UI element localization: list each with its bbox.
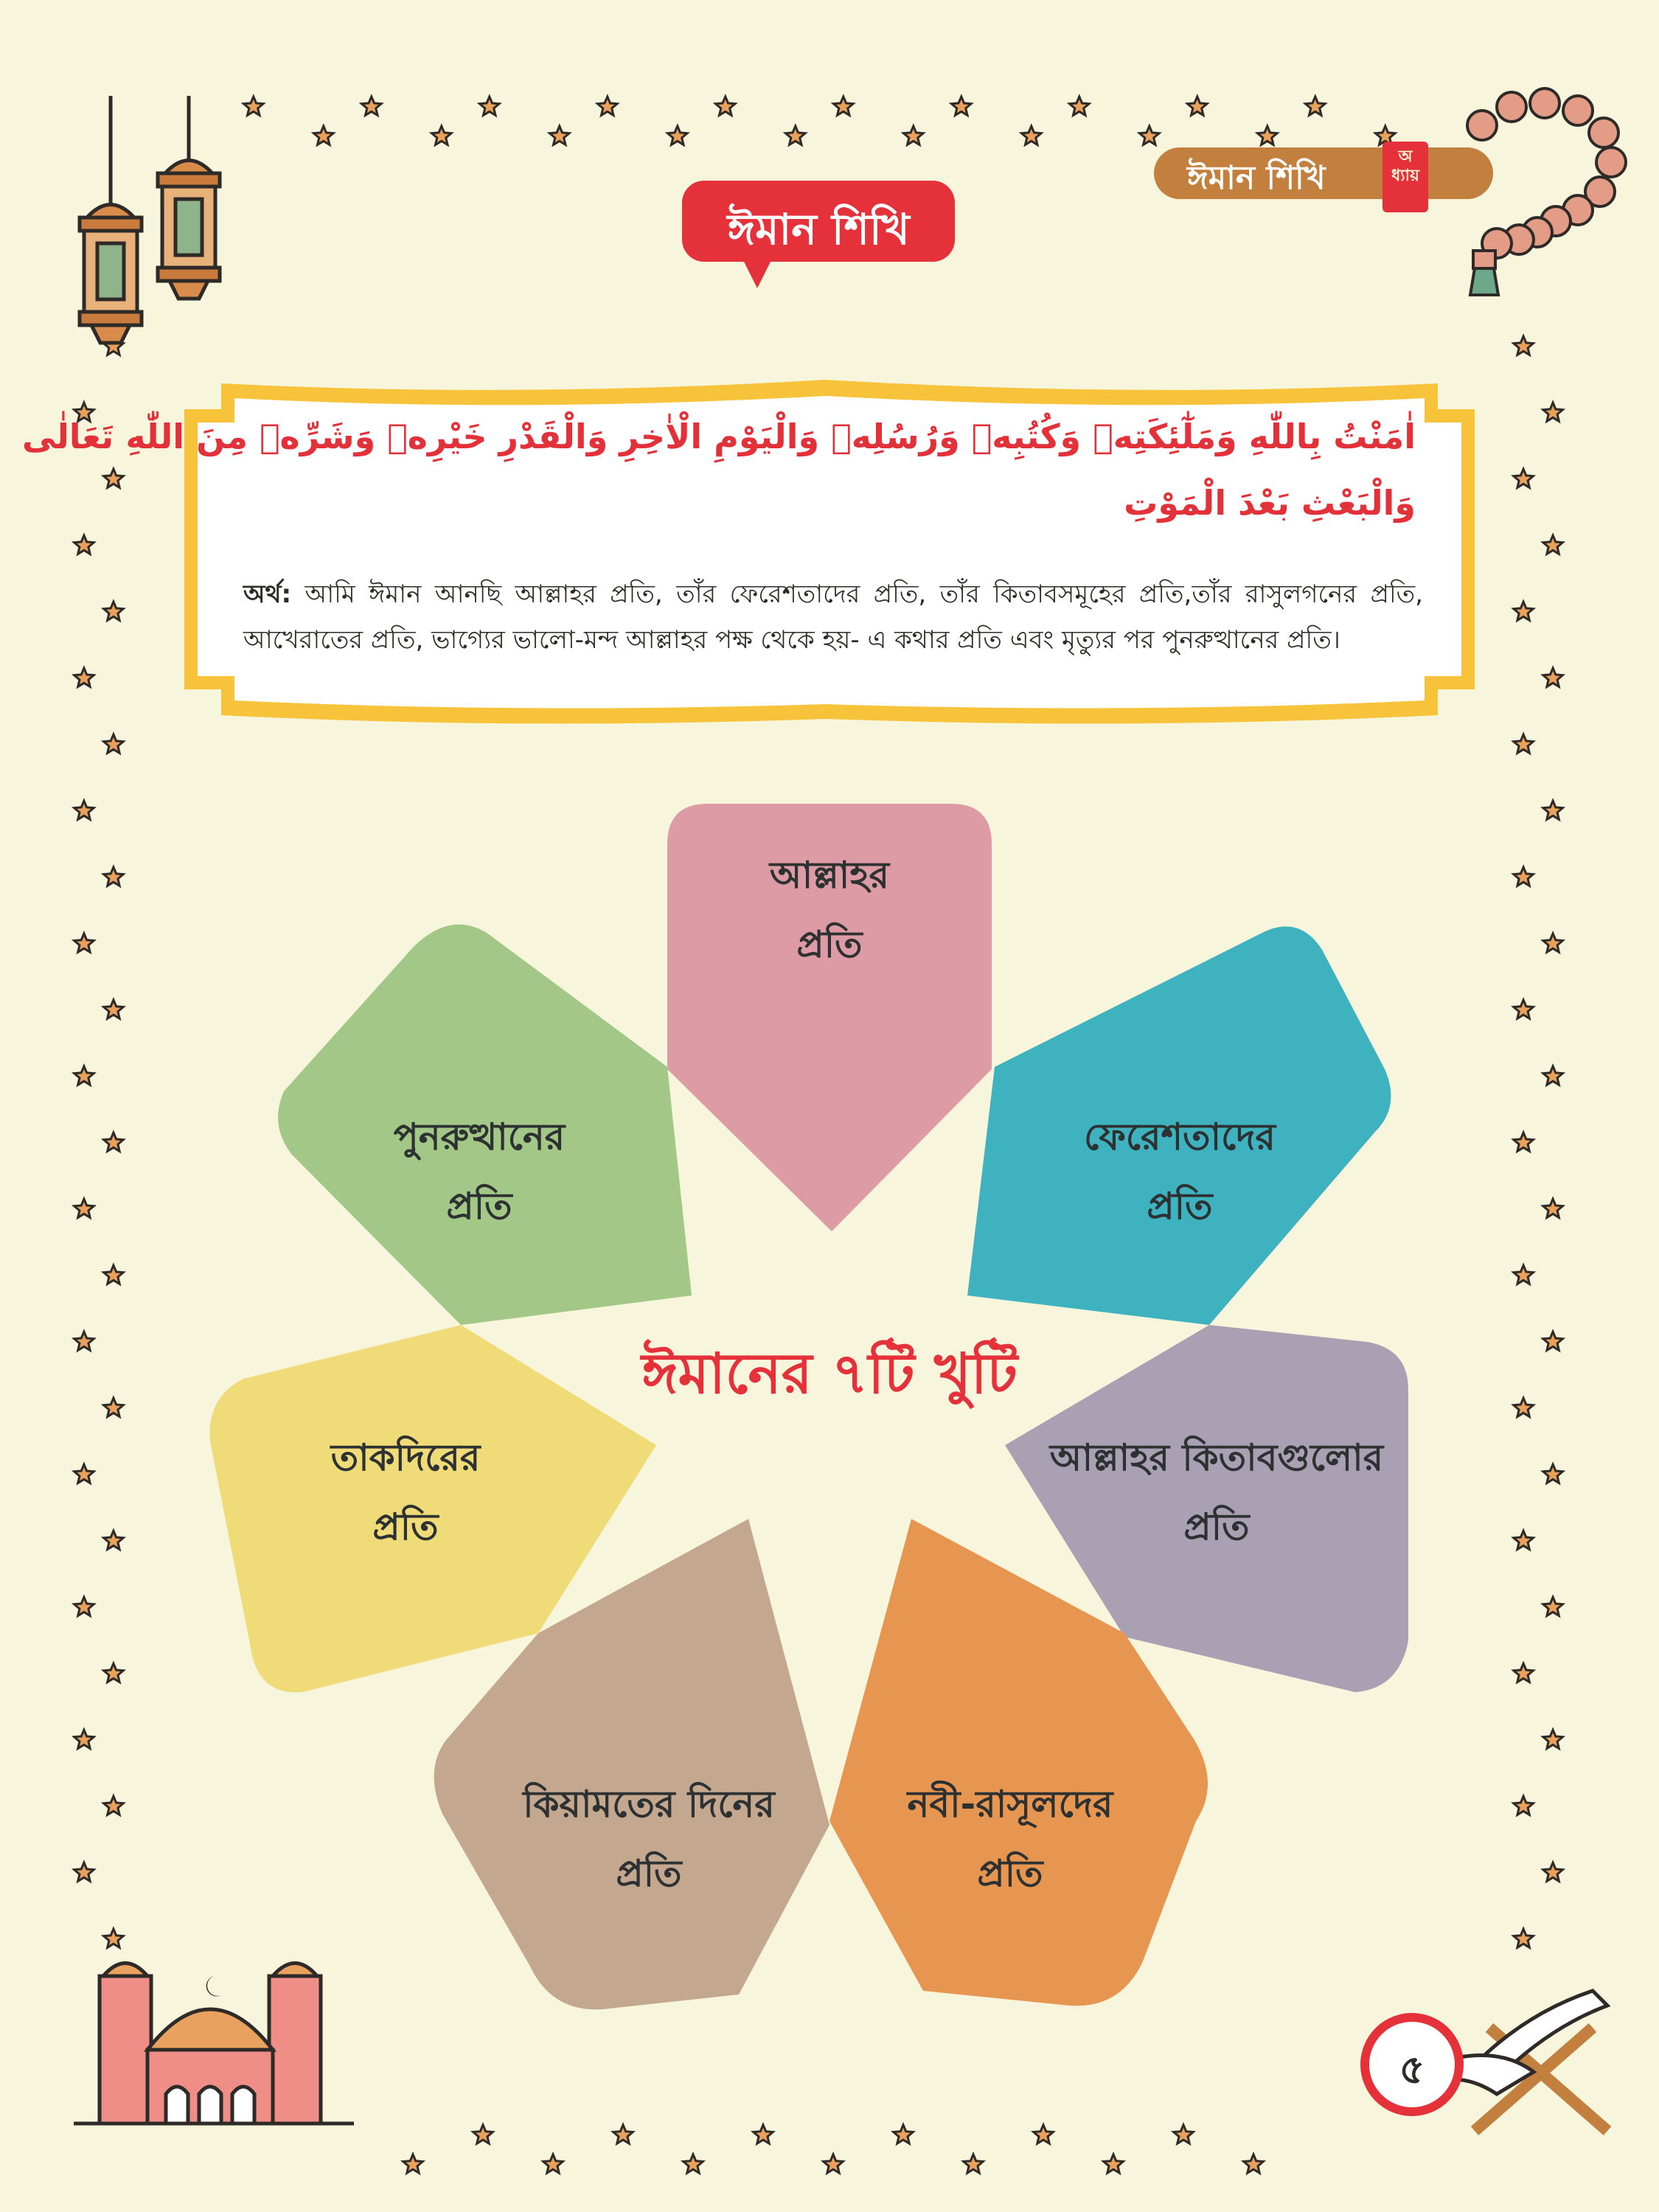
- page-number: ৫: [1399, 2046, 1425, 2093]
- petal-label-destiny: তাকদিরের প্রতি: [330, 1436, 481, 1548]
- petal-label-allah: আল্লাহর প্রতি: [769, 854, 890, 966]
- petal-label-books: আল্লাহর কিতাবগুলোর প্রতি: [1049, 1436, 1384, 1548]
- mosque-icon: [74, 1947, 369, 2138]
- dua-arabic-line-2: وَالْبَعْثِ بَعْدَ الْمَوْتِ: [1124, 483, 1416, 523]
- chapter-tag-label: ঈমান শিখি: [1187, 159, 1326, 197]
- meaning-label: অর্থ:: [243, 580, 292, 609]
- petal-label-angels: ফেরেশতাদের প্রতি: [1084, 1116, 1276, 1228]
- petal-label-prophets: নবী-রাসূলদের প্রতি: [907, 1783, 1113, 1895]
- chapter-badge-text: অধ্যায়: [1391, 147, 1420, 185]
- page-title: ঈমান শিখি: [727, 204, 910, 254]
- petal-label-judgement-day: কিয়ামতের দিনের প্রতি: [523, 1783, 775, 1895]
- center-title: ঈমানের ৭টি খুটি: [641, 1340, 1018, 1406]
- petal-label-resurrection: পুনরুত্থানের প্রতি: [393, 1116, 566, 1228]
- meaning-text: আমি ঈমান আনছি আল্লাহর প্রতি, তাঁর ফেরেশতাদের প্রতি, তাঁর কিতাবসমূহের প্রতি,তাঁর রাসুলগনের প্রতি, আখেরাতের প্রতি, ভাগ্যের ভালো-মন্দ আল্লাহর পক্ষ থেকে হয়- এ কথার প্রতি এবং মৃত্যুর পর পুনরুত্থানের প্রতি।: [243, 580, 1423, 655]
- dua-arabic-line-1: اٰمَنْتُ بِاللّٰهِ وَمَلٰٓئِكَتِهٖ وَكُتُبِهٖ وَرُسُلِهٖ وَالْيَوْمِ الْاٰخِرِ وَالْقَدْرِ خَيْرِهٖ وَشَرِّهٖ مِنَ اللّٰهِ تَعَالٰى: [22, 417, 1416, 456]
